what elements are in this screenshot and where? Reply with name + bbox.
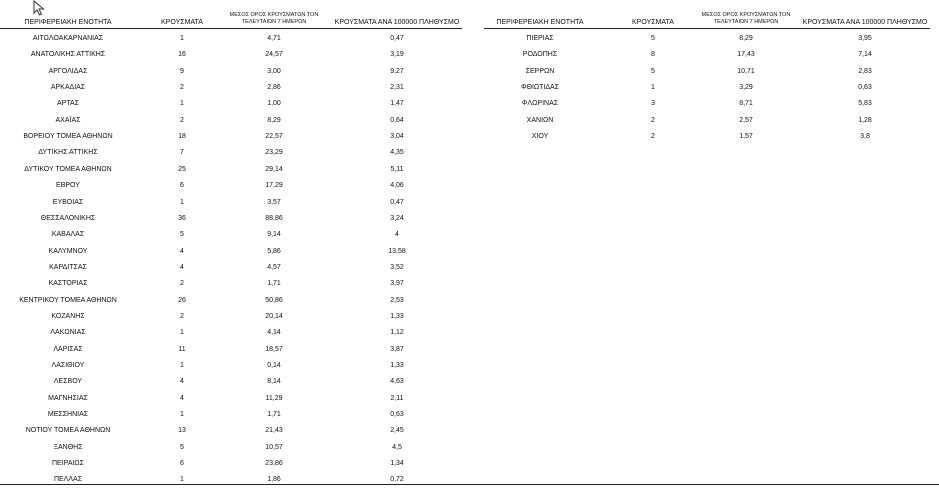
avg7d-cell: 8,29 bbox=[739, 35, 753, 42]
cases-cell: 13 bbox=[178, 427, 186, 435]
table-row bbox=[0, 391, 470, 407]
right-header-avg-line2: ΤΕΛΕΥΤΑΙΩΝ 7 ΗΜΕΡΩΝ bbox=[713, 18, 779, 25]
left-header-per100k: ΚΡΟΥΣΜΑΤΑ ΑΝΑ 100000 ΠΛΗΘΥΣΜΟ bbox=[334, 19, 460, 26]
cases-cell: 2 bbox=[651, 133, 655, 141]
right-header-underline bbox=[484, 28, 930, 29]
region-cell: ΑΧΑΪΑΣ bbox=[55, 116, 81, 124]
cases-cell: 9 bbox=[180, 67, 184, 75]
cases-cell: 4 bbox=[180, 394, 184, 402]
table-row bbox=[0, 440, 470, 456]
table-row bbox=[0, 407, 470, 423]
left-header-avg-line2: ΤΕΛΕΥΤΑΙΩΝ 7 ΗΜΕΡΩΝ bbox=[241, 18, 307, 25]
per100k-cell: 1,12 bbox=[390, 329, 404, 337]
per100k-cell: 5,83 bbox=[858, 100, 872, 108]
cases-cell: 1 bbox=[180, 35, 184, 42]
table-row bbox=[0, 211, 470, 227]
avg7d-cell: 3,00 bbox=[267, 67, 281, 75]
per100k-cell: 0,47 bbox=[390, 198, 404, 206]
mouse-cursor-icon bbox=[33, 0, 47, 16]
cases-cell: 1 bbox=[180, 411, 184, 419]
per100k-cell: 1,33 bbox=[390, 312, 404, 320]
per100k-cell: 1,47 bbox=[390, 100, 404, 108]
cases-cell: 25 bbox=[178, 165, 186, 173]
table-row bbox=[0, 80, 470, 96]
table-row bbox=[0, 129, 470, 145]
table-row bbox=[484, 31, 934, 47]
region-cell: ΑΙΤΩΛΟΑΚΑΡΝΑΝΙΑΣ bbox=[32, 35, 104, 42]
table-row bbox=[0, 293, 470, 309]
region-cell: ΛΑΣΙΘΙΟΥ bbox=[51, 362, 85, 369]
per100k-cell: 3,04 bbox=[390, 133, 404, 141]
left-header-avg-line1: ΜΕΣΟΣ ΟΡΟΣ ΚΡΟΥΣΜΑΤΩΝ ΤΟΝ bbox=[229, 12, 319, 18]
table-row bbox=[484, 129, 934, 145]
table-row bbox=[0, 325, 470, 341]
table-row bbox=[0, 195, 470, 211]
avg7d-cell: 20,14 bbox=[265, 312, 283, 320]
table-row bbox=[0, 31, 470, 47]
per100k-cell: 1,28 bbox=[858, 116, 872, 124]
region-cell: ΛΑΚΩΝΙΑΣ bbox=[50, 329, 86, 337]
region-cell: ΑΡΓΟΛΙΔΑΣ bbox=[48, 67, 88, 75]
table-row bbox=[0, 162, 470, 178]
avg7d-cell: 18,57 bbox=[265, 345, 283, 353]
cases-cell: 3 bbox=[651, 100, 655, 108]
region-cell: ΑΡΤΑΣ bbox=[56, 100, 80, 108]
region-cell: ΔΥΤΙΚΗΣ ΑΤΤΙΚΗΣ bbox=[38, 149, 98, 157]
left-header-region: ΠΕΡΙΦΕΡΕΙΑΚΗ ΕΝΟΤΗΤΑ bbox=[24, 19, 112, 26]
region-cell: ΕΥΒΟΙΑΣ bbox=[52, 198, 84, 206]
cases-cell: 6 bbox=[180, 182, 184, 190]
cases-cell: 2 bbox=[180, 84, 184, 92]
cases-cell: 6 bbox=[180, 460, 184, 468]
table-row bbox=[0, 47, 470, 63]
left-header-cases: ΚΡΟΥΣΜΑΤΑ bbox=[161, 19, 203, 26]
region-cell: ΜΑΓΝΗΣΙΑΣ bbox=[48, 394, 88, 402]
avg7d-cell: 23,86 bbox=[265, 460, 283, 468]
cases-cell: 1 bbox=[180, 362, 184, 369]
table-row bbox=[0, 113, 470, 129]
avg7d-cell: 50,86 bbox=[265, 296, 283, 304]
per100k-cell: 3,8 bbox=[860, 133, 870, 141]
region-cell: ΛΑΡΙΣΑΣ bbox=[53, 345, 83, 353]
table-row bbox=[0, 342, 470, 358]
per100k-cell: 0,63 bbox=[390, 411, 404, 419]
cases-cell: 8 bbox=[651, 51, 655, 59]
bottom-border-line bbox=[0, 484, 939, 485]
table-row bbox=[484, 47, 934, 63]
per100k-cell: 0,64 bbox=[390, 116, 404, 124]
avg7d-cell: 11,29 bbox=[265, 394, 283, 402]
region-cell: ΜΕΣΣΗΝΙΑΣ bbox=[47, 411, 89, 419]
table-row bbox=[484, 80, 934, 96]
cases-cell: 5 bbox=[651, 35, 655, 42]
cases-cell: 5 bbox=[651, 67, 655, 75]
table-row bbox=[0, 374, 470, 390]
avg7d-cell: 9,14 bbox=[267, 231, 281, 239]
avg7d-cell: 1,71 bbox=[267, 280, 281, 288]
avg7d-cell: 1,57 bbox=[739, 133, 753, 141]
region-cell: ΛΕΣΒΟΥ bbox=[53, 378, 83, 386]
cases-cell: 16 bbox=[178, 51, 186, 59]
region-cell: ΔΥΤΙΚΟΥ ΤΟΜΕΑ ΑΘΗΝΩΝ bbox=[24, 165, 112, 173]
table-row bbox=[0, 472, 470, 488]
avg7d-cell: 23,29 bbox=[265, 149, 283, 157]
cases-cell: 1 bbox=[180, 100, 184, 108]
cases-cell: 36 bbox=[178, 214, 186, 222]
avg7d-cell: 8,14 bbox=[267, 378, 281, 386]
avg7d-cell: 1,71 bbox=[267, 411, 281, 419]
cases-cell: 5 bbox=[180, 443, 184, 451]
per100k-cell: 1,34 bbox=[390, 460, 404, 468]
per100k-cell: 2,45 bbox=[390, 427, 404, 435]
region-cell: ΚΑΛΥΜΝΟΥ bbox=[48, 247, 88, 255]
region-cell: ΑΡΚΑΔΙΑΣ bbox=[50, 84, 86, 92]
per100k-cell: 0,63 bbox=[858, 84, 872, 92]
region-cell: ΧΑΝΙΩΝ bbox=[526, 116, 554, 124]
cases-cell: 2 bbox=[180, 116, 184, 124]
avg7d-cell: 10,57 bbox=[265, 443, 283, 451]
right-header-avg bbox=[684, 12, 808, 25]
per100k-cell: 4,06 bbox=[390, 182, 404, 190]
region-cell: ΧΙΟΥ bbox=[531, 133, 549, 141]
table-row bbox=[0, 227, 470, 243]
table-row bbox=[484, 64, 934, 80]
table-row bbox=[0, 276, 470, 292]
region-cell: ΚΕΝΤΡΙΚΟΥ ΤΟΜΕΑ ΑΘΗΝΩΝ bbox=[19, 296, 117, 304]
per100k-cell: 3,52 bbox=[390, 263, 404, 271]
avg7d-cell: 5,86 bbox=[267, 247, 281, 255]
region-cell: ΦΛΩΡΙΝΑΣ bbox=[521, 100, 559, 108]
table-row bbox=[0, 64, 470, 80]
avg7d-cell: 2,57 bbox=[739, 116, 753, 124]
per100k-cell: 5,11 bbox=[390, 165, 404, 173]
avg7d-cell: 1,86 bbox=[267, 476, 281, 484]
avg7d-cell: 24,57 bbox=[265, 51, 283, 59]
per100k-cell: 3,95 bbox=[858, 35, 872, 42]
table-row bbox=[0, 178, 470, 194]
per100k-cell: 4 bbox=[395, 231, 399, 239]
region-cell: ΣΕΡΡΩΝ bbox=[525, 67, 555, 75]
per100k-cell: 0,72 bbox=[390, 476, 404, 484]
per100k-cell: 4,35 bbox=[390, 149, 404, 157]
region-cell: ΡΟΔΟΠΗΣ bbox=[522, 51, 558, 59]
left-header-underline bbox=[0, 28, 462, 29]
region-cell: ΕΒΡΟΥ bbox=[56, 182, 80, 190]
table-row bbox=[0, 260, 470, 276]
region-cell: ΚΑΣΤΟΡΙΑΣ bbox=[48, 280, 88, 288]
cases-cell: 7 bbox=[180, 149, 184, 157]
table-row bbox=[0, 244, 470, 260]
cases-cell: 5 bbox=[180, 231, 184, 239]
cases-cell: 4 bbox=[180, 263, 184, 271]
region-cell: ΠΕΙΡΑΙΩΣ bbox=[52, 460, 84, 468]
region-cell: ΘΕΣΣΑΛΟΝΙΚΗΣ bbox=[40, 214, 96, 222]
avg7d-cell: 29,14 bbox=[265, 165, 283, 173]
region-cell: ΞΑΝΘΗΣ bbox=[53, 443, 83, 451]
cases-cell: 1 bbox=[180, 476, 184, 484]
cases-cell: 1 bbox=[651, 84, 655, 92]
region-cell: ΠΕΛΛΑΣ bbox=[53, 476, 83, 484]
table-row bbox=[0, 96, 470, 112]
right-header-cases: ΚΡΟΥΣΜΑΤΑ bbox=[632, 19, 674, 26]
cases-cell: 4 bbox=[180, 247, 184, 255]
table-row bbox=[484, 113, 934, 129]
avg7d-cell: 10,71 bbox=[737, 67, 755, 75]
region-cell: ΒΟΡΕΙΟΥ ΤΟΜΕΑ ΑΘΗΝΩΝ bbox=[23, 133, 113, 141]
table-row bbox=[484, 96, 934, 112]
region-cell: ΚΟΖΑΝΗΣ bbox=[51, 312, 85, 320]
avg7d-cell: 3,57 bbox=[267, 198, 281, 206]
cases-cell: 2 bbox=[180, 312, 184, 320]
table-row bbox=[0, 309, 470, 325]
avg7d-cell: 22,57 bbox=[265, 133, 283, 141]
region-cell: ΠΙΕΡΙΑΣ bbox=[526, 35, 554, 42]
per100k-cell: 2,53 bbox=[390, 296, 404, 304]
right-header-avg-line1: ΜΕΣΟΣ ΟΡΟΣ ΚΡΟΥΣΜΑΤΩΝ ΤΟΝ bbox=[701, 12, 791, 18]
per100k-cell: 3,19 bbox=[390, 51, 404, 59]
per100k-cell: 9,27 bbox=[390, 67, 404, 75]
region-cell: ΚΑΒΑΛΑΣ bbox=[51, 231, 85, 239]
per100k-cell: 2,11 bbox=[390, 394, 404, 402]
avg7d-cell: 88,86 bbox=[265, 214, 283, 222]
region-cell: ΦΘΙΩΤΙΔΑΣ bbox=[520, 84, 560, 92]
table-row bbox=[0, 145, 470, 161]
avg7d-cell: 4,57 bbox=[267, 263, 281, 271]
cases-cell: 1 bbox=[180, 198, 184, 206]
avg7d-cell: 4,71 bbox=[267, 35, 281, 42]
avg7d-cell: 1,00 bbox=[267, 100, 281, 108]
avg7d-cell: 17,29 bbox=[265, 182, 283, 190]
per100k-cell: 3,97 bbox=[390, 280, 404, 288]
per100k-cell: 1,33 bbox=[390, 362, 404, 369]
avg7d-cell: 8,71 bbox=[739, 100, 753, 108]
cases-cell: 1 bbox=[180, 329, 184, 337]
region-cell: ΚΑΡΔΙΤΣΑΣ bbox=[49, 263, 87, 271]
avg7d-cell: 8,29 bbox=[267, 116, 281, 124]
cases-cell: 26 bbox=[178, 296, 186, 304]
per100k-cell: 13,58 bbox=[388, 247, 406, 255]
right-header-per100k: ΚΡΟΥΣΜΑΤΑ ΑΝΑ 100000 ΠΛΗΘΥΣΜΟ bbox=[802, 19, 928, 26]
per100k-cell: 3,24 bbox=[390, 214, 404, 222]
avg7d-cell: 17,43 bbox=[737, 51, 755, 59]
per100k-cell: 7,14 bbox=[858, 51, 872, 59]
cases-cell: 4 bbox=[180, 378, 184, 386]
region-cell: ΑΝΑΤΟΛΙΚΗΣ ΑΤΤΙΚΗΣ bbox=[30, 51, 106, 59]
per100k-cell: 2,83 bbox=[858, 67, 872, 75]
avg7d-cell: 21,43 bbox=[265, 427, 283, 435]
left-header-avg bbox=[214, 12, 334, 25]
region-cell: ΝΟΤΙΟΥ ΤΟΜΕΑ ΑΘΗΝΩΝ bbox=[25, 427, 111, 435]
avg7d-cell: 0,14 bbox=[267, 362, 281, 369]
per100k-cell: 0,47 bbox=[390, 35, 404, 42]
avg7d-cell: 3,29 bbox=[739, 84, 753, 92]
per100k-cell: 3,87 bbox=[390, 345, 404, 353]
table-row bbox=[0, 423, 470, 439]
cases-cell: 18 bbox=[178, 133, 186, 141]
per100k-cell: 4,5 bbox=[392, 443, 402, 451]
avg7d-cell: 2,86 bbox=[267, 84, 281, 92]
table-row bbox=[0, 456, 470, 472]
cases-cell: 2 bbox=[180, 280, 184, 288]
cases-cell: 11 bbox=[178, 345, 186, 353]
avg7d-cell: 4,14 bbox=[267, 329, 281, 337]
cases-cell: 2 bbox=[651, 116, 655, 124]
per100k-cell: 2,31 bbox=[390, 84, 404, 92]
right-header-region: ΠΕΡΙΦΕΡΕΙΑΚΗ ΕΝΟΤΗΤΑ bbox=[496, 19, 584, 26]
table-row bbox=[0, 358, 470, 374]
per100k-cell: 4,63 bbox=[390, 378, 404, 386]
